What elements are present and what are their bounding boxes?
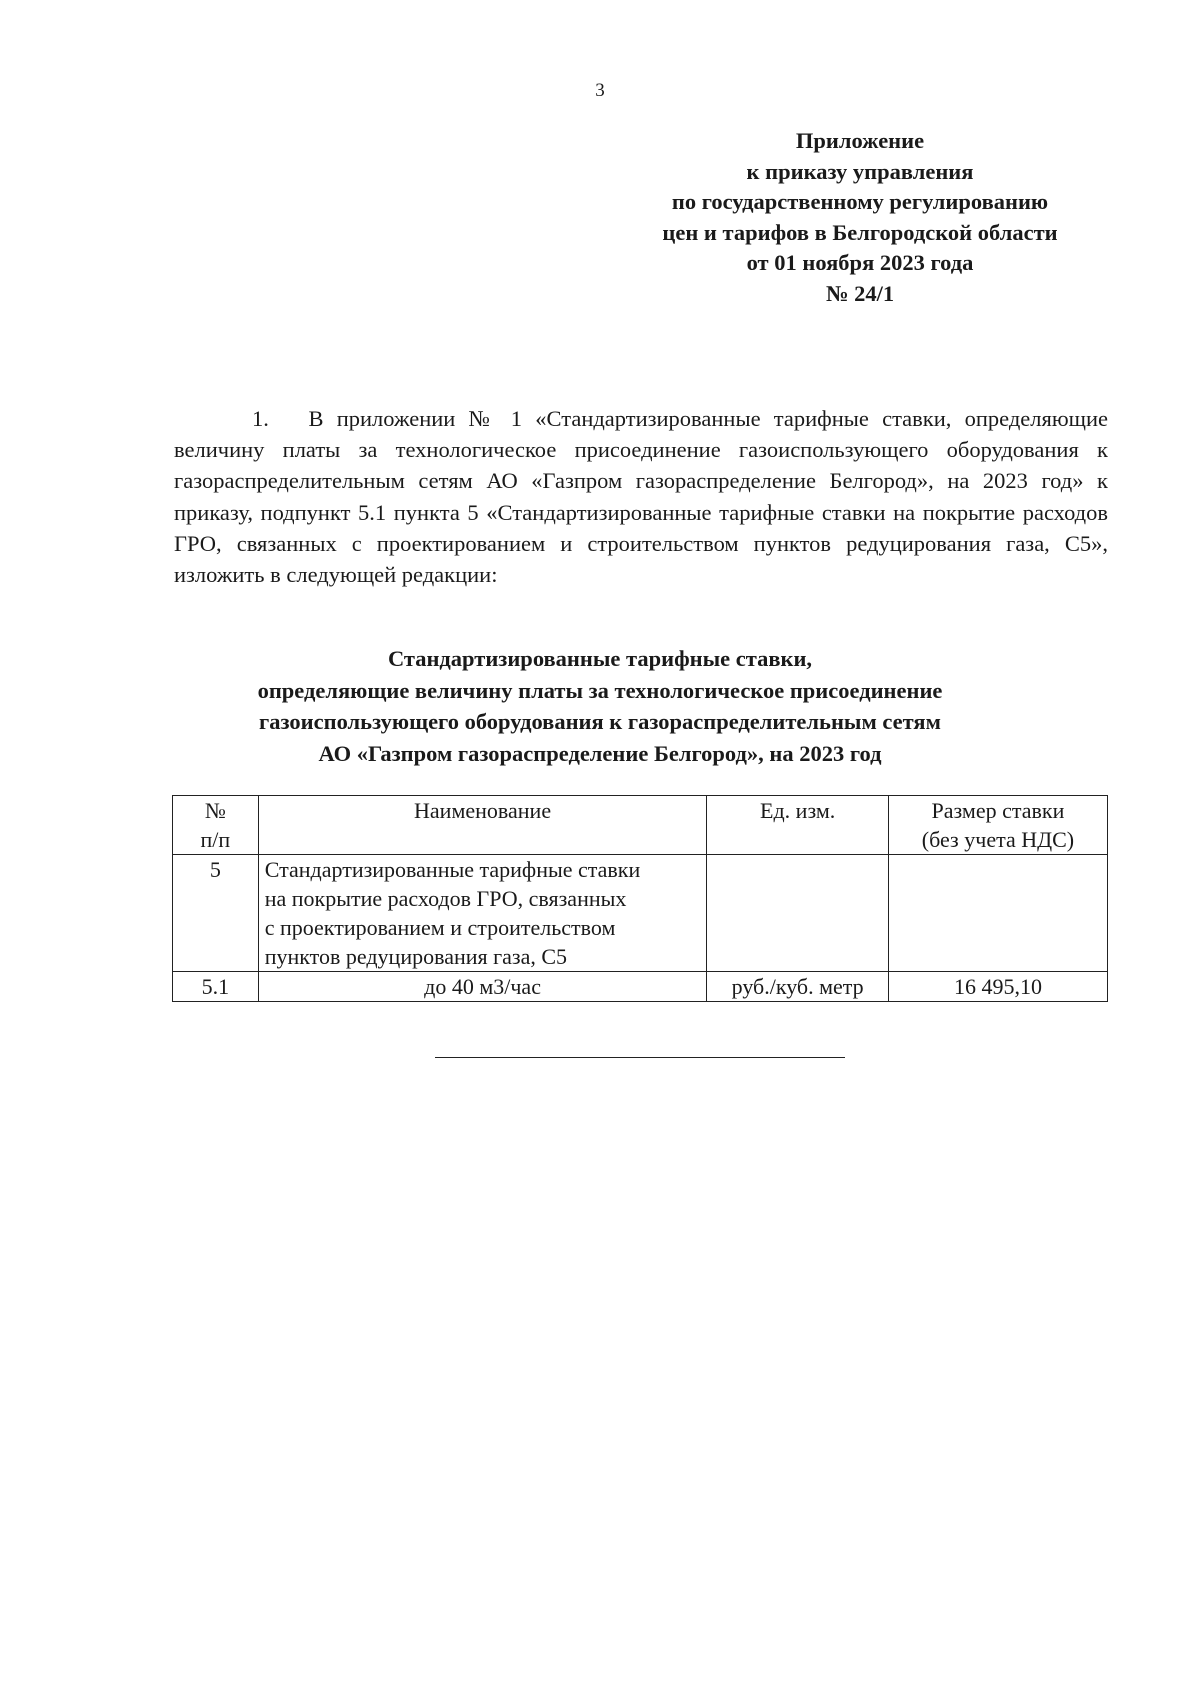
appendix-header-line: от 01 ноября 2023 года [746, 250, 974, 275]
header-num-line1: № [204, 798, 226, 823]
table-title [150, 643, 1050, 769]
row-name-line: Стандартизированные тарифные ставки [264, 857, 641, 882]
appendix-header-line: № 24/1 [825, 280, 895, 306]
table-title-line: АО «Газпром газораспределение Белгород», на 2023 год [318, 740, 882, 766]
row-unit [707, 855, 889, 972]
tariff-table [172, 795, 1108, 1002]
row-unit: руб./куб. метр [707, 972, 889, 1002]
header-num [173, 796, 259, 855]
row-name-line: на покрытие расходов ГРО, связанных [264, 886, 627, 911]
row-name: до 40 м3/час [258, 972, 707, 1002]
header-unit: Ед. изм. [707, 796, 889, 855]
row-name [258, 855, 707, 972]
appendix-header-line: по государственному регулированию [671, 189, 1049, 214]
row-num: 5 [173, 855, 259, 972]
table-header-row [173, 796, 1108, 855]
header-rate-line2: (без учета НДС) [921, 827, 1075, 852]
appendix-header [600, 126, 1120, 309]
table-row [173, 855, 1108, 972]
page-number: 3 [595, 80, 605, 101]
appendix-header-line: Приложение [795, 128, 925, 153]
appendix-header-line: цен и тарифов в Белгородской области [662, 219, 1058, 245]
end-divider [435, 1057, 845, 1058]
appendix-header-line: к приказу управления [746, 158, 974, 184]
row-name-line: с проектированием и строительством [264, 915, 616, 940]
table-title-line: газоиспользующего оборудования к газораспределительным сетям [259, 709, 941, 734]
header-rate-line1: Размер ставки [931, 798, 1065, 823]
row-rate [888, 855, 1107, 972]
header-num-line2: п/п [200, 827, 231, 852]
row-num: 5.1 [173, 972, 259, 1002]
row-name-line: пунктов редуцирования газа, С5 [264, 944, 568, 969]
header-name: Наименование [258, 796, 707, 855]
table-title-line: Стандартизированные тарифные ставки, [387, 646, 813, 671]
row-rate: 16 495,10 [888, 972, 1107, 1002]
table-title-line: определяющие величину платы за технологическое присоединение [257, 677, 943, 703]
body-paragraph: 1. В приложении № 1 «Стандартизированные тарифные ставки, определяющие величину платы за технологическое присоединение газоиспользующего оборудования к газораспределительным сетям АО «Газпром газораспределение Белгород», на 2023 год» к приказу, подпункт 5.1 пункта 5 «Стандартизированные тарифные ставки на покрытие расходов ГРО, связанных с проектированием и строительством пунктов редуцирования газа, С5», изложить в следующей редакции: [174, 406, 1108, 588]
header-rate [888, 796, 1107, 855]
table-row [173, 972, 1108, 1002]
